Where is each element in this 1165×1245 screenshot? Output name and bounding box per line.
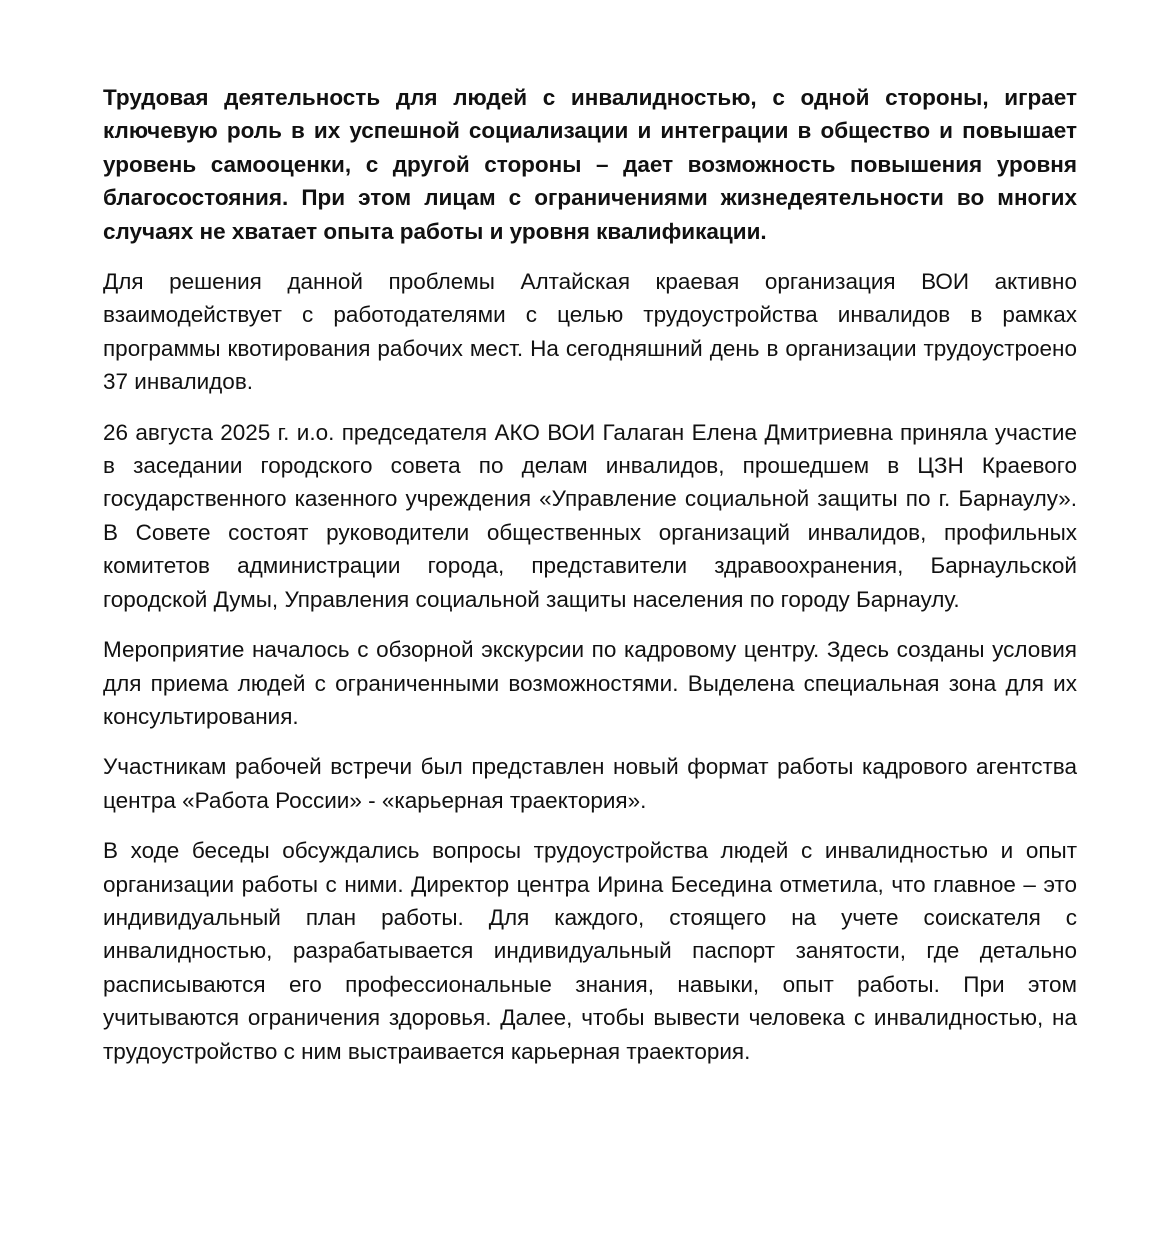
body-paragraph-excursion: Мероприятие началось с обзорной экскурсии по кадровому центру. Здесь созданы условия для приема людей с ограниченными возможностями. Выделена специальная зона для их консультирования.	[103, 637, 1077, 729]
body-paragraph-quota: Для решения данной проблемы Алтайская краевая организация ВОИ активно взаимодействует с работодателями с целью трудоустройства инвалидов в рамках программы квотирования рабочих мест. На сегодняшний день в организации трудоустроено 37 инвалидов.	[103, 269, 1077, 395]
body-paragraph-discussion: В ходе беседы обсуждались вопросы трудоустройства людей с инвалидностью и опыт организации работы с ними. Директор центра Ирина Беседина отметила, что главное – это индивидуальный план работы. Для каждого, стоящего на учете соискателя с инвалидностью, разрабатывается индивидуальный паспорт занятости, где детально расписываются его профессиональные знания, навыки, опыт работы. При этом учитываются ограничения здоровья. Далее, чтобы вывести человека с инвалидностью, на трудоустройство с ним выстраивается карьерная траектория.	[103, 838, 1077, 1064]
lead-paragraph: Трудовая деятельность для людей с инвалидностью, с одной стороны, играет ключевую роль в их успешной социализации и интеграции в общество и повышает уровень самооценки, с другой стороны – дает возможность повышения уровня благосостояния. При этом лицам с ограничениями жизнедеятельности во многих случаях не хватает опыта работы и уровня квалификации.	[103, 85, 1077, 244]
document-page	[103, 81, 1077, 1085]
body-paragraph-career-format: Участникам рабочей встречи был представлен новый формат работы кадрового агентства центра «Работа России» - «карьерная траектория».	[103, 754, 1077, 813]
body-paragraph-council-meeting: 26 августа 2025 г. и.о. председателя АКО ВОИ Галаган Елена Дмитриевна приняла участие в заседании городского совета по делам инвалидов, прошедшем в ЦЗН Краевого государственного казенного учреждения «Управление социальной защиты по г. Барнаулу». В Совете состоят руководители общественных организаций инвалидов, профильных комитетов администрации города, представители здравоохранения, Барнаульской городской Думы, Управления социальной защиты населения по городу Барнаулу.	[103, 419, 1077, 612]
